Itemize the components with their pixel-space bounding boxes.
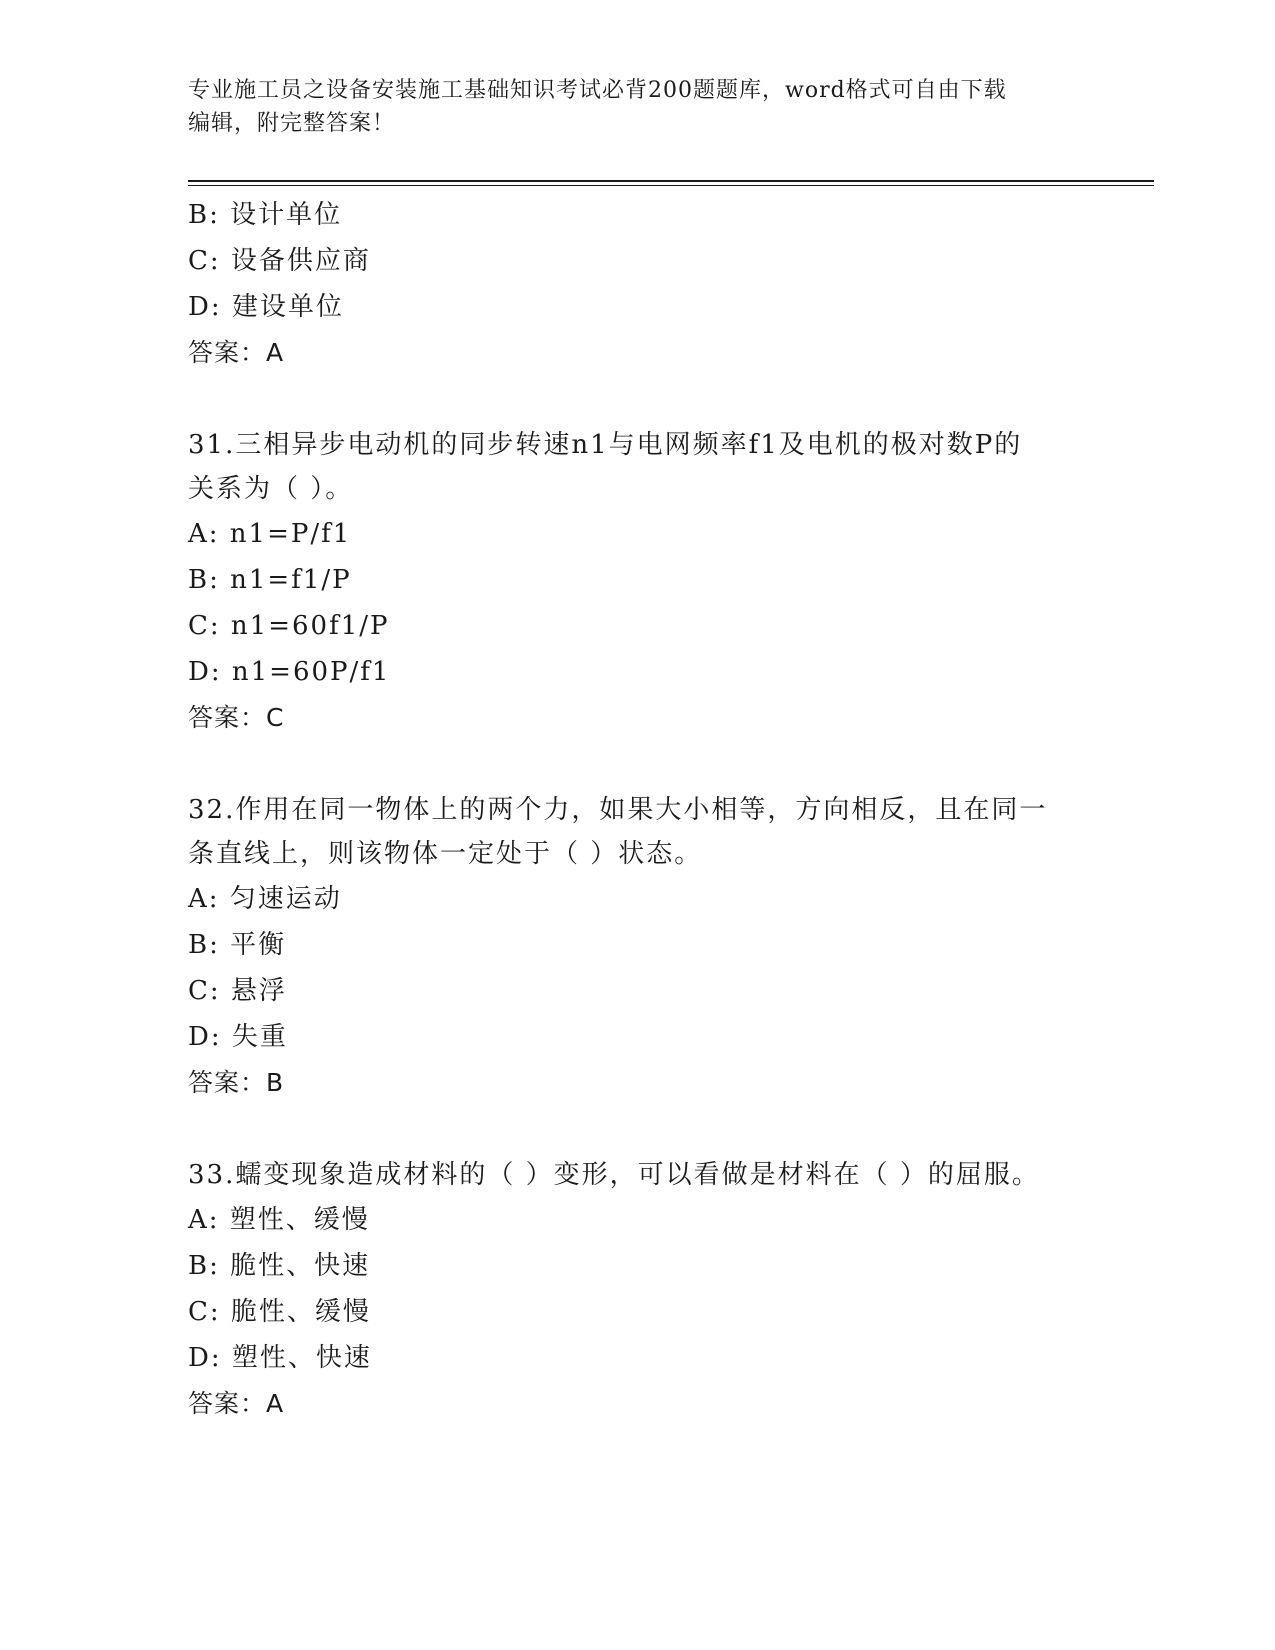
option-d: D: 建设单位 bbox=[188, 292, 344, 322]
option-c: C: 悬浮 bbox=[188, 976, 287, 1006]
question-content bbox=[188, 192, 1088, 1427]
header-divider-thick bbox=[188, 180, 1154, 182]
option-d: D: 失重 bbox=[188, 1022, 288, 1052]
option-b: B: 脆性、快速 bbox=[188, 1251, 371, 1281]
option-d: D: 塑性、快速 bbox=[188, 1343, 372, 1373]
option-b: B: 平衡 bbox=[188, 930, 287, 960]
option-a: A: 塑性、缓慢 bbox=[188, 1205, 370, 1235]
spacer bbox=[188, 741, 1088, 788]
option-c: C: 设备供应商 bbox=[188, 246, 371, 276]
question-stem-line: 33.蠕变现象造成材料的（ ）变形，可以看做是材料在（ ）的屈服。 bbox=[188, 1160, 1040, 1190]
question-32 bbox=[188, 788, 1088, 1106]
option-c: C: 脆性、缓慢 bbox=[188, 1297, 371, 1327]
question-stem-line: 关系为（ ）。 bbox=[188, 474, 354, 504]
answer-line: 答案：A bbox=[188, 1389, 285, 1418]
spacer bbox=[188, 376, 1088, 423]
question-33 bbox=[188, 1153, 1088, 1427]
question-stem-line: 条直线上，则该物体一定处于（ ）状态。 bbox=[188, 839, 703, 869]
carry-over-block bbox=[188, 192, 1088, 376]
question-31 bbox=[188, 423, 1088, 741]
spacer bbox=[188, 1106, 1088, 1153]
answer-line: 答案：C bbox=[188, 703, 285, 732]
option-a: A: n1=P/f1 bbox=[188, 519, 352, 549]
answer-line: 答案：B bbox=[188, 1068, 285, 1097]
header-line-1: 专业施工员之设备安装施工基础知识考试必背200题题库，word格式可自由下载 bbox=[188, 78, 1007, 103]
option-c: C: n1=60f1/P bbox=[188, 611, 390, 641]
answer-line: 答案：A bbox=[188, 338, 285, 367]
option-b: B: 设计单位 bbox=[188, 200, 343, 230]
option-d: D: n1=60P/f1 bbox=[188, 657, 391, 687]
question-stem-line: 32.作用在同一物体上的两个力，如果大小相等，方向相反，且在同一 bbox=[188, 795, 1048, 825]
header-line-2: 编辑，附完整答案！ bbox=[188, 111, 396, 136]
page-header bbox=[188, 74, 1088, 140]
question-stem-line: 31.三相异步电动机的同步转速n1与电网频率f1及电机的极对数P的 bbox=[188, 430, 1023, 460]
header-divider-thin bbox=[188, 185, 1154, 186]
option-b: B: n1=f1/P bbox=[188, 565, 352, 595]
option-a: A: 匀速运动 bbox=[188, 884, 342, 914]
